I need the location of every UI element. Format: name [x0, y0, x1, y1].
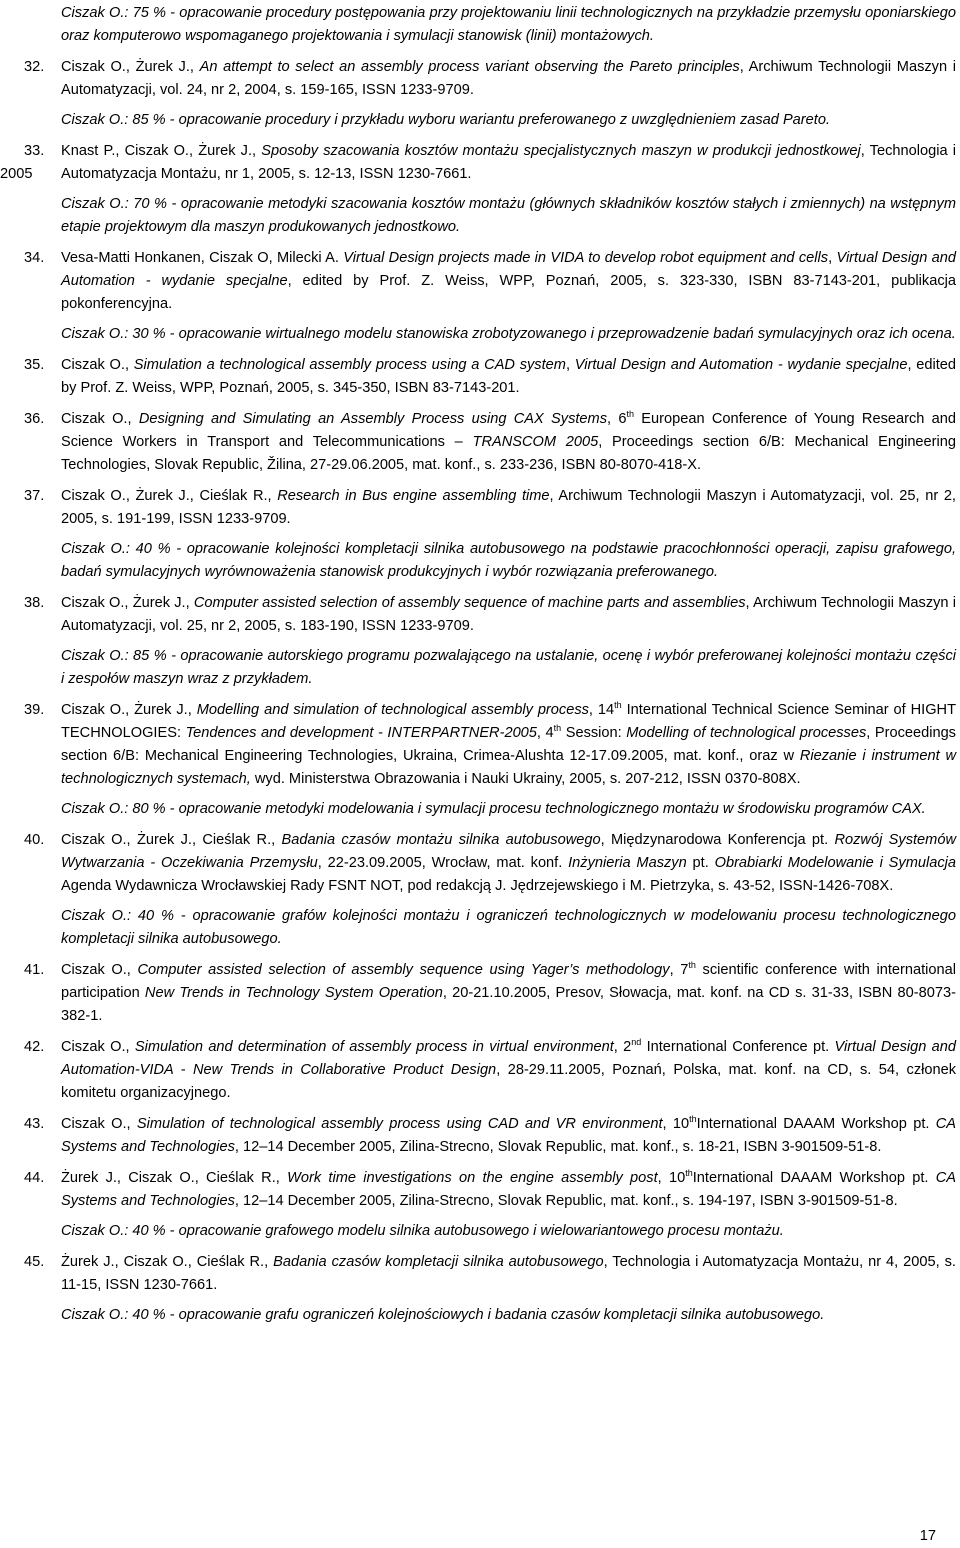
contribution-note	[61, 323, 956, 346]
entry-number: 42.	[24, 1039, 45, 1055]
note-text: 40 % - opracowanie grafowego modelu silnika autobusowego i wielowariantowego procesu montażu.	[128, 1223, 784, 1239]
entry-number: 40.	[24, 832, 45, 848]
publication-entry	[24, 408, 956, 477]
entry-citation: Vesa-Matti Honkanen, Ciszak O, Milecki A. Virtual Design projects made in VIDA to develop robot equipment and cells, Virtual Design and Automation - wydanie specjalne, edited by Prof. Z. Weiss, WPP, Poznań, 2005, s. 323-330, ISBN 83-7143-201, publikacja pokonferencyjna.	[61, 250, 956, 312]
note-author: Ciszak O.:	[61, 908, 132, 924]
note-text: 40 % - opracowanie kolejności kompletacji silnika autobusowego na podstawie pracochłonności operacji, zapisu grafowego, badań symulacyjnych wyrównoważenia stanowisk produkcyjnych i wybór rozwiązania preferowanego.	[61, 541, 956, 580]
publication-entry	[24, 1167, 956, 1243]
note-text: 70 % - opracowanie metodyki szacowania kosztów montażu (głównych składników kosztów stałych i zmiennych) na wstępnym etapie projektowym dla maszyn produkowanych jednostkowo.	[61, 196, 956, 235]
contribution-note	[61, 109, 956, 132]
contribution-note	[61, 1304, 956, 1327]
entry-number: 37.	[24, 488, 45, 504]
publication-entry	[24, 485, 956, 584]
publication-entry	[24, 1036, 956, 1105]
note-author: Ciszak O.:	[61, 1307, 129, 1323]
entry-citation: Knast P., Ciszak O., Żurek J., Sposoby szacowania kosztów montażu specjalistycznych maszyn w produkcji jednostkowej, Technologia i Automatyzacja Montażu, nr 1, 2005, s. 12-13, ISSN 1230-7661.	[61, 143, 956, 182]
publication-entry	[24, 829, 956, 951]
contribution-note	[61, 1220, 956, 1243]
page-number: 17	[919, 1528, 936, 1544]
note-author: Ciszak O.:	[61, 648, 129, 664]
note-text: 40 % - opracowanie grafu ograniczeń kolejnościowych i badania czasów kompletacji silnika autobusowego.	[128, 1307, 825, 1323]
note-author: Ciszak O.:	[61, 801, 129, 817]
entry-number: 41.	[24, 962, 45, 978]
contribution-note	[61, 798, 956, 821]
entry-citation: Ciszak O., Żurek J., Computer assisted selection of assembly sequence of machine parts and assemblies, Archiwum Technologii Maszyn i Automatyzacji, vol. 25, nr 2, 2005, s. 183-190, ISSN 1233-9709.	[61, 595, 956, 634]
entry-citation: Żurek J., Ciszak O., Cieślak R., Badania czasów kompletacji silnika autobusowego, Technologia i Automatyzacja Montażu, nr 4, 2005, s. 11-15, ISSN 1230-7661.	[61, 1254, 956, 1293]
entry-citation: Ciszak O., Simulation and determination of assembly process in virtual environment, 2nd International Conference pt. Virtual Design and Automation-VIDA - New Trends in Collaborative Product Design, 28-29.11.2005, Poznań, Polska, mat. konf. na CD, s. 54, członek komitetu organizacyjnego.	[61, 1037, 957, 1101]
note-text: 75 % - opracowanie procedury postępowania przy projektowaniu linii technologicznych na przykładzie przemysłu oponiarskiego oraz komputerowo wspomaganego projektowania i symulacji stanowisk (linii) montażowych.	[61, 5, 956, 44]
entry-citation: Ciszak O., Żurek J., An attempt to select an assembly process variant observing the Pareto principles, Archiwum Technologii Maszyn i Automatyzacji, vol. 24, nr 2, 2004, s. 159-165, ISSN 1233-9709.	[61, 59, 956, 98]
publication-entry	[24, 592, 956, 691]
note-text: 40 % - opracowanie grafów kolejności montażu i ograniczeń technologicznych w modelowaniu procesu technologicznego kompletacji silnika autobusowego.	[61, 908, 956, 947]
note-author: Ciszak O.:	[61, 1223, 129, 1239]
entry-number: 33.	[24, 143, 45, 159]
entry-number: 39.	[24, 702, 45, 718]
entry-citation: Ciszak O., Simulation of technological assembly process using CAD and VR environment, 10thInternational DAAAM Workshop pt. CA Systems and Technologies, 12–14 December 2005, Zilina-Strecno, Slovak Republic, mat. konf., s. 18-21, ISBN 3-901509-51-8.	[61, 1114, 957, 1155]
entry-number: 34.	[24, 250, 45, 266]
entry-citation: Ciszak O., Żurek J., Cieślak R., Research in Bus engine assembling time, Archiwum Technologii Maszyn i Automatyzacji, vol. 25, nr 2, 2005, s. 191-199, ISSN 1233-9709.	[61, 488, 956, 527]
contribution-note	[61, 538, 956, 584]
note-author: Ciszak O.:	[61, 5, 129, 21]
publication-entry	[24, 140, 956, 239]
publication-entry	[24, 247, 956, 346]
note-author: Ciszak O.:	[61, 541, 130, 557]
entry-number: 44.	[24, 1170, 45, 1186]
entry-number: 36.	[24, 411, 45, 427]
note-author: Ciszak O.:	[61, 196, 129, 212]
entry-number: 35.	[24, 357, 45, 373]
entry-number: 43.	[24, 1116, 45, 1132]
publication-entry	[24, 56, 956, 132]
entry-number: 32.	[24, 59, 45, 75]
year-label: 2005	[0, 166, 33, 182]
publication-entry	[24, 354, 956, 400]
entry-citation: Ciszak O., Simulation a technological assembly process using a CAD system, Virtual Design and Automation - wydanie specjalne, edited by Prof. Z. Weiss, WPP, Poznań, 2005, s. 345-350, ISBN 83-7143-201.	[61, 357, 957, 396]
entry-citation: Ciszak O., Computer assisted selection of assembly sequence using Yager’s methodology, 7th scientific conference with international participation New Trends in Technology System Operation, 20-21.10.2005, Presov, Słowacja, mat. konf. na CD s. 31-33, ISBN 80-8073-382-1.	[61, 960, 956, 1024]
publication-entry	[24, 699, 956, 821]
note-author: Ciszak O.:	[61, 112, 129, 128]
entry-citation: Ciszak O., Designing and Simulating an Assembly Process using CAX Systems, 6th European Conference of Young Research and Science Workers in Transport and Telecommunications – TRANSCOM 2005, Proceedings section 6/B: Mechanical Engineering Technologies, Slovak Republic, Žilina, 27-29.06.2005, mat. konf., s. 233-236, ISBN 80-8070-418-X.	[61, 409, 957, 473]
contribution-note	[61, 2, 956, 48]
publication-entry	[24, 1113, 956, 1159]
publication-entry	[24, 1251, 956, 1327]
contribution-note	[61, 645, 956, 691]
note-text: 85 % - opracowanie autorskiego programu pozwalającego na ustalanie, ocenę i wybór preferowanej kolejności montażu części i zespołów maszyn wraz z przykładem.	[61, 648, 956, 687]
contribution-note	[61, 905, 956, 951]
publication-entry	[24, 959, 956, 1028]
entry-citation: Ciszak O., Żurek J., Cieślak R., Badania czasów montażu silnika autobusowego, Międzynarodowa Konferencja pt. Rozwój Systemów Wytwarzania - Oczekiwania Przemysłu, 22-23.09.2005, Wrocław, mat. konf. Inżynieria Maszyn pt. Obrabiarki Modelowanie i Symulacja Agenda Wydawnicza Wrocławskiej Rady FSNT NOT, pod redakcją J. Jędrzejewskiego i M. Pietrzyka, s. 43-52, ISSN-1426-708X.	[61, 832, 956, 894]
entry-number: 45.	[24, 1254, 45, 1270]
entry-number: 38.	[24, 595, 45, 611]
note-text: 80 % - opracowanie metodyki modelowania i symulacji procesu technologicznego montażu w środowisku programów CAX.	[128, 801, 926, 817]
note-author: Ciszak O.:	[61, 326, 129, 342]
contribution-note	[61, 193, 956, 239]
entry-citation: Żurek J., Ciszak O., Cieślak R., Work time investigations on the engine assembly post, 10thInternational DAAAM Workshop pt. CA Systems and Technologies, 12–14 December 2005, Zilina-Strecno, Slovak Republic, mat. konf., s. 194-197, ISBN 3-901509-51-8.	[61, 1168, 956, 1209]
note-text: 30 % - opracowanie wirtualnego modelu stanowiska zrobotyzowanego i przeprowadzenie badań symulacyjnych oraz ich ocena.	[128, 326, 956, 342]
entry-citation: Ciszak O., Żurek J., Modelling and simulation of technological assembly process, 14th International Technical Science Seminar of HIGHT TECHNOLOGIES: Tendences and development - INTERPARTNER-2005, 4th Session: Modelling of technological processes, Proceedings section 6/B: Mechanical Engineering Technologies, Ukraina, Crimea-Alushta 12-17.09.2005, mat. konf., oraz w Riezanie i instrument w technologicznych systemach, wyd. Ministerstwa Obrazowania i Nauki Ukrainy, 2005, s. 207-212, ISSN 0370-808X.	[61, 700, 957, 787]
note-text: 85 % - opracowanie procedury i przykładu wyboru wariantu preferowanego z uwzględnieniem zasad Pareto.	[128, 112, 831, 128]
publication-entry	[24, 2, 956, 48]
publication-list	[24, 2, 956, 1327]
